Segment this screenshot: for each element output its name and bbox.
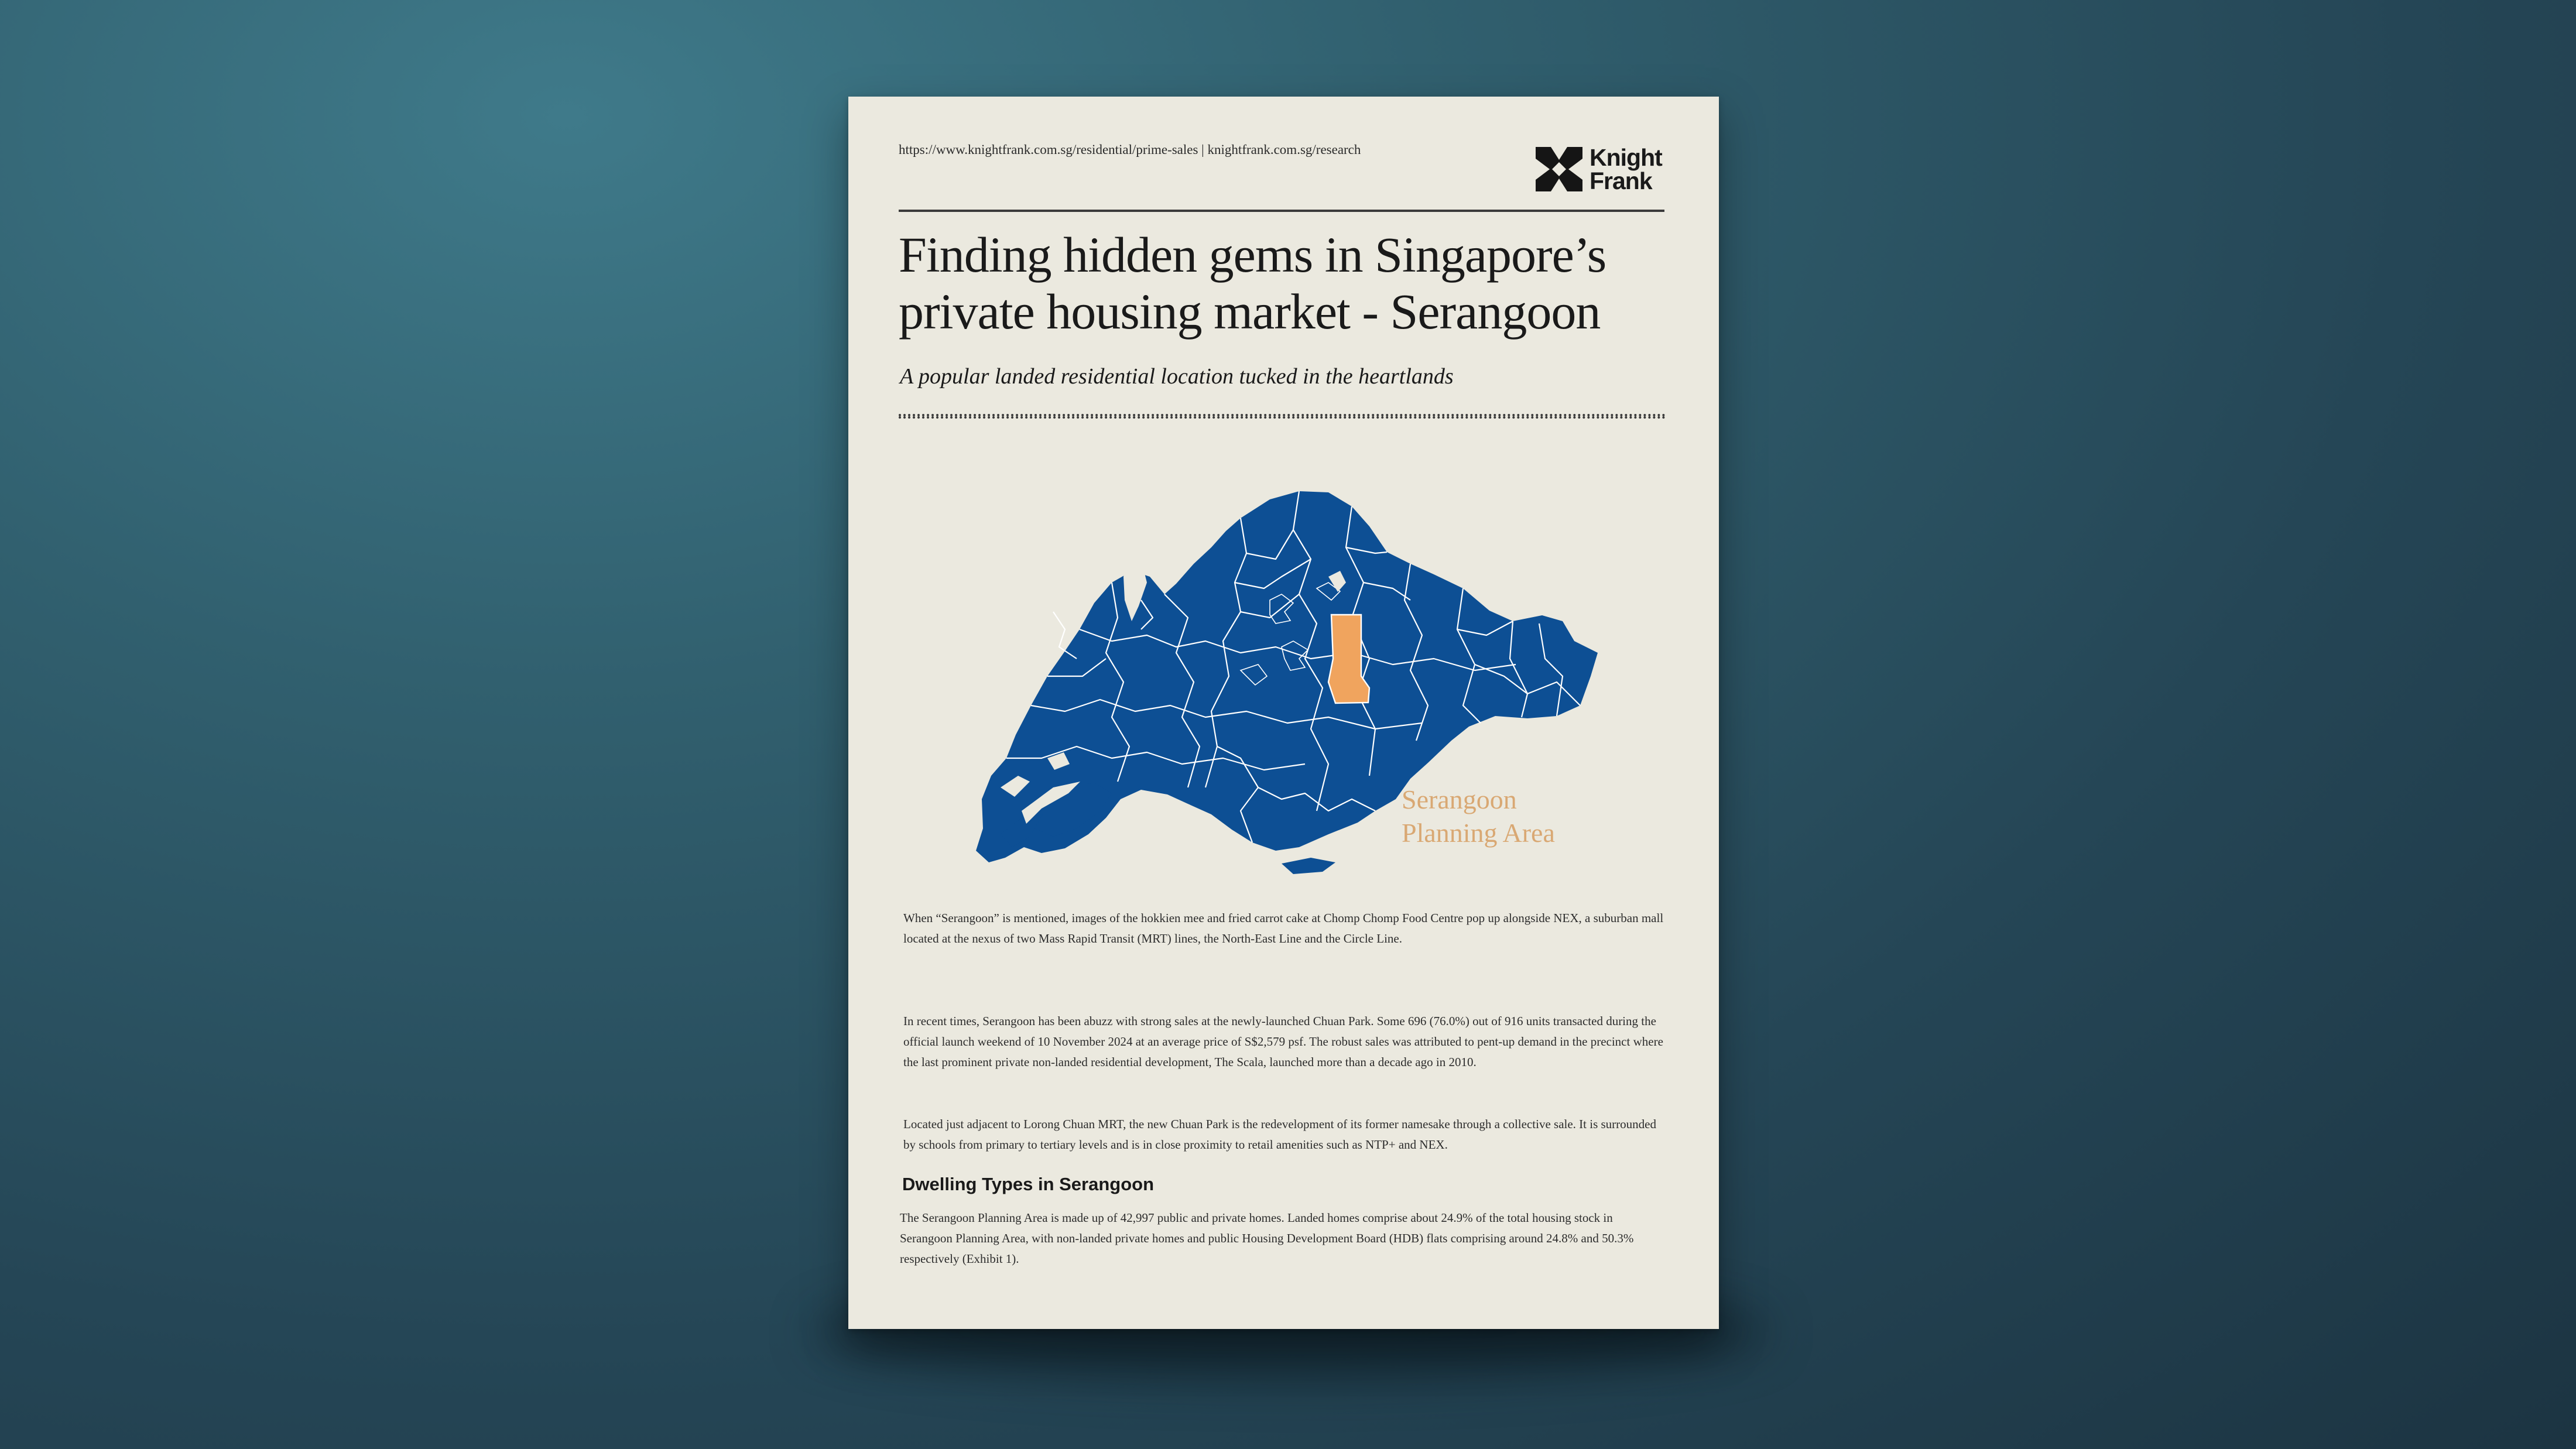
map-label-line-2: Planning Area — [1402, 818, 1555, 848]
map-label-line-1: Serangoon — [1402, 785, 1517, 814]
singapore-planning-area-map — [965, 483, 1627, 963]
brand-line-2: Frank — [1590, 167, 1652, 194]
body-paragraph-3: Located just adjacent to Lorong Chuan MRT, the new Chuan Park is the redevelopment of its former namesake through a collective sale. It is surrounded by schools from primary to tertiary levels and is in close proximity to retail amenities such as NTP+ and NEX. — [903, 1117, 1656, 1152]
body-paragraph-1: When “Serangoon” is mentioned, images of the hokkien mee and fried carrot cake at Chomp Chomp Food Centre pop up alongside NEX, a suburban mall located at the nexus of two Mass Rapid Transit (MRT) lines, the North-East Line and the Circle Line. — [903, 911, 1664, 946]
body-paragraph-2: In recent times, Serangoon has been abuzz with strong sales at the newly-launched Chuan Park. Some 696 (76.0%) out of 916 units transacted during the official launch weekend of 10 November 2024 at an average price of S$2,579 psf. The robust sales was attributed to pent-up demand in the precinct where the last prominent private non-landed residential development, The Scala, launched more than a decade ago in 2010. — [903, 1014, 1663, 1069]
header-divider — [899, 210, 1664, 212]
knight-frank-logo-icon — [1534, 145, 1584, 194]
knight-frank-logo — [1534, 145, 1662, 194]
brand-wordmark — [1590, 146, 1662, 193]
section-heading: Dwelling Types in Serangoon — [902, 1174, 1155, 1194]
report-subtitle: A popular landed residential location tucked in the heartlands — [900, 364, 1454, 389]
brand-line-1: Knight — [1590, 144, 1662, 171]
report-title: Finding hidden gems in Singapore’s private housing market - Serangoon — [899, 227, 1606, 340]
sentosa-island-shape — [1282, 858, 1335, 874]
header-url[interactable]: https://www.knightfrank.com.sg/residential/prime-sales | knightfrank.com.sg/research — [899, 142, 1361, 157]
dotted-divider — [899, 414, 1666, 419]
section-paragraph: The Serangoon Planning Area is made up of 42,997 public and private homes. Landed homes comprise about 24.9% of the total housing stock in Serangoon Planning Area, with non-landed private homes and public Housing Development Board (HDB) flats comprising around 24.8% and 50.3% respectively (Exhibit 1). — [900, 1211, 1634, 1266]
map-label — [1402, 783, 1555, 849]
report-page — [848, 97, 1719, 1329]
